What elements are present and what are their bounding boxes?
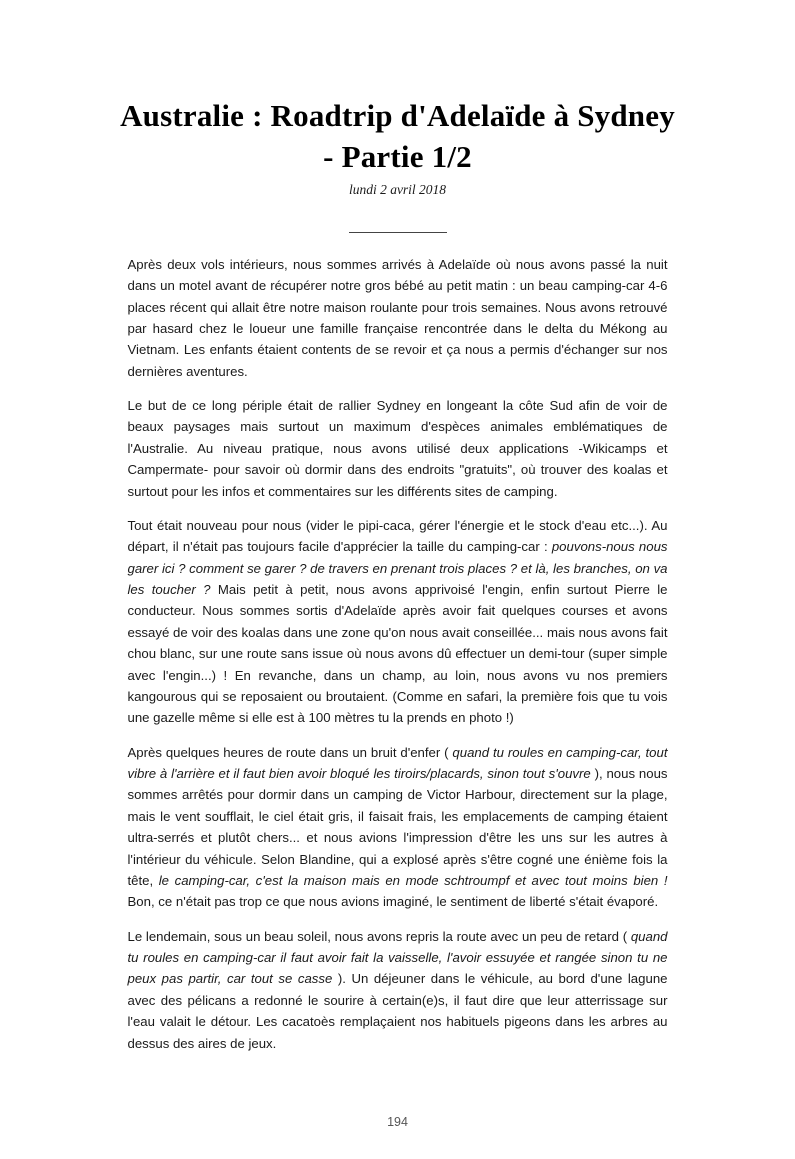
document-page: [0, 96, 795, 1159]
paragraph: [128, 395, 668, 502]
body-text: ), nous nous sommes arrêtés pour dormir dans un camping de Victor Harbour, directement sur la plage, mais le vent soufflait, le ciel était gris, il faisait frais, les emplacements de camping étaient ultra-serrés et plutôt chers... et nous avions l'impression d'être les uns sur les autres à l'intérieur du véhicule. Selon Blandine, qui a explosé après s'être cogné une énième fois la tête,: [127, 766, 668, 888]
emphasis-text: quand tu roules en camping-car, tout vibre à l'arrière et il faut bien avoir bloqué les tiroirs/placards, sinon tout s'ouvre: [127, 744, 668, 782]
paragraph: [128, 926, 668, 1054]
divider-line: [349, 232, 447, 233]
title-block: [0, 96, 795, 198]
emphasis-text: quand tu roules en camping-car il faut avoir fait la vaisselle, l'avoir essuyée et rangée sinon tu ne peux pas partir, car tout se casse: [127, 928, 668, 987]
publication-date: lundi 2 avril 2018: [348, 181, 447, 197]
body-text: Bon, ce n'était pas trop ce que nous avions imaginé, le sentiment de liberté s'était évaporé.: [127, 894, 659, 910]
emphasis-text: le camping-car, c'est la maison mais en mode schtroumpf et avec tout moins bien !: [158, 872, 668, 888]
article-body: [128, 254, 668, 1054]
section-divider: [0, 224, 795, 242]
emphasis-text: pouvons-nous nous garer ici ? comment se garer ? de travers en prenant trois places ? et là, les branches, on va les toucher ?: [127, 539, 668, 598]
body-text: Mais petit à petit, nous avons apprivoisé l'engin, enfin surtout Pierre le conducteur. Nous sommes sortis d'Adelaïde après avoir fait quelques courses et avons essayé de voir des koalas dans une zone qu'on nous avait conseillée... mais nous avons fait chou blanc, sur une route sans issue où nous avons dû effectuer un demi-tour (super simple avec l'engin...) ! En revanche, dans un champ, au loin, nous avons vu nos premiers kangourous qui se reposaient ou broutaient. (Comme en safari, la première fois que tu vois une gazelle même si elle est à 100 mètres tu la prends en photo !): [127, 582, 668, 726]
page-title: Australie : Roadtrip d'Adelaïde à Sydney - Partie 1/2: [120, 98, 675, 174]
paragraph: [128, 515, 668, 729]
page-number: 194: [387, 1115, 408, 1129]
paragraph: [128, 742, 668, 913]
body-text: Le but de ce long périple était de rallier Sydney en longeant la côte Sud afin de voir de beaux paysages mais surtout un maximum d'espèces animales emblématiques de l'Australie. Au niveau pratique, nous avons utilisé deux applications -Wikicamps et Campermate- pour savoir où dormir dans des endroits "gratuits", où trouver des koalas et surtout pour les infos et commentaires sur les différents sites de camping.: [127, 398, 668, 499]
body-text: Le lendemain, sous un beau soleil, nous avons repris la route avec un peu de retard (: [127, 928, 631, 944]
body-text: Après quelques heures de route dans un bruit d'enfer (: [127, 744, 453, 760]
body-text: Après deux vols intérieurs, nous sommes arrivés à Adelaïde où nous avons passé la nuit dans un motel avant de récupérer notre gros bébé au petit matin : un beau camping-car 4-6 places récent qui allait être notre maison roulante pour trois semaines. Nous avons retrouvé par hasard chez le loueur une famille française rencontrée dans le delta du Mékong au Vietnam. Les enfants étaient contents de se revoir et ça nous a permis d'échanger sur nos dernières aventures.: [127, 256, 668, 379]
body-text: Tout était nouveau pour nous (vider le pipi-caca, gérer l'énergie et le stock d'eau etc...). Au départ, il n'était pas toujours facile d'apprécier la taille du camping-car :: [127, 517, 668, 555]
paragraph: [128, 254, 668, 382]
body-text: ). Un déjeuner dans le véhicule, au bord d'une lagune avec des pélicans a redonné le sourire à certain(e)s, il faut dire que leur atterrissage sur l'eau valait le détour. Les cacatoès remplaçaient nos habituels pigeons dans les arbres au dessus des aires de jeux.: [127, 971, 668, 1051]
